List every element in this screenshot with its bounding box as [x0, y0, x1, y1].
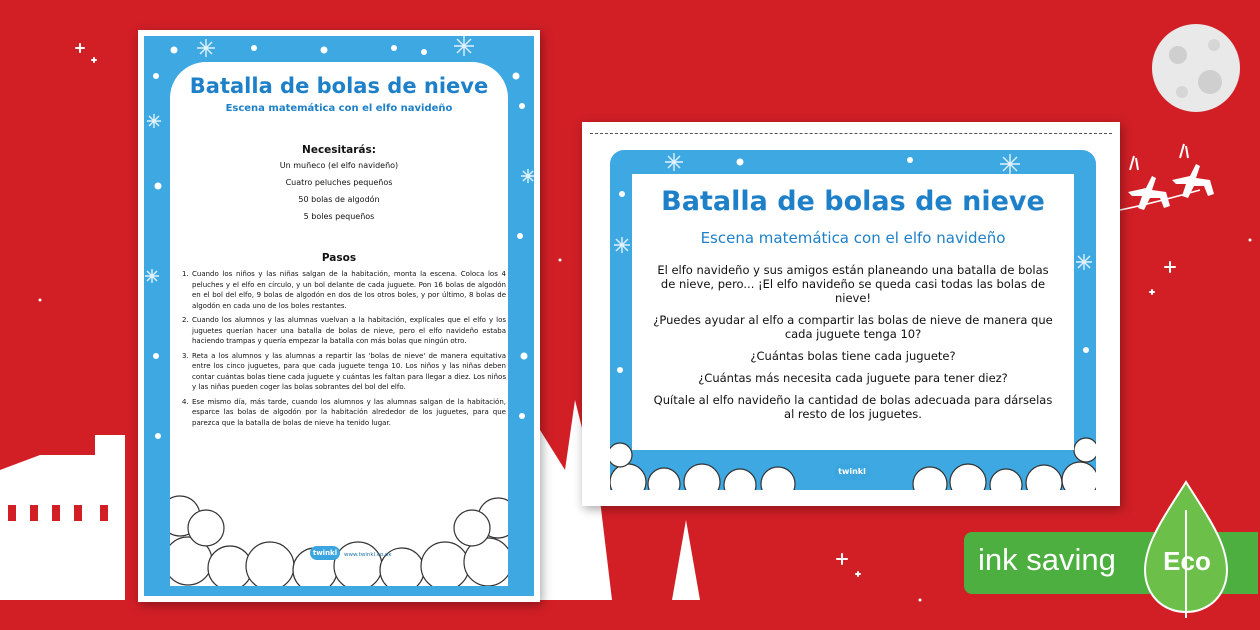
card-paragraph: Quítale al elfo navideño la cantidad de bolas adecuada para dárselas al resto de los juguetes. — [653, 393, 1053, 421]
step-item — [182, 315, 506, 347]
step-item — [182, 397, 506, 429]
step-number: 4. — [182, 397, 189, 406]
step-number: 2. — [182, 316, 189, 324]
step-text: Ese mismo día, más tarde, cuando los alumnos y las alumnas salgan de la habitación, esparce las bolas de algodón por la habitación alrededor de los juguetes, para que parezca que la batalla de bolas de nieve ha tenido lugar. — [192, 397, 506, 427]
card-subtitle: Escena matemática con el elfo navideño — [700, 229, 1006, 247]
list-item: 50 bolas de algodón — [298, 195, 380, 204]
twinkl-logo: twinkl — [310, 546, 340, 560]
step-text: Cuando los alumnos y las alumnas vuelvan a la habitación, explícales que el elfo y los juguetes querían hacer una batalla de bolas de nieve, pero el elfo navideño estaba haciendo trampas y quería empezar la batalla con más bolas que ningún otro. — [192, 316, 506, 345]
card-paragraph: ¿Cuántas más necesita cada juguete para tener diez? — [698, 371, 1008, 385]
steps-heading: Pasos — [321, 252, 357, 264]
website-url: www.twinkl.co.uk — [344, 552, 392, 558]
step-number: 1. — [182, 270, 189, 278]
card-border — [610, 150, 1096, 490]
moon-icon — [1152, 24, 1240, 112]
twinkl-logo: twinkl — [834, 464, 870, 480]
card-paragraph: ¿Puedes ayudar al elfo a compartir las bolas de nieve de manera que cada juguete tenga 10? — [653, 313, 1053, 341]
worksheet-title: Batalla de bolas de nieve — [189, 74, 489, 98]
activity-card — [582, 122, 1120, 506]
step-number: 3. — [182, 351, 189, 360]
card-text — [650, 263, 1056, 429]
worksheet-border — [144, 36, 534, 596]
cut-line — [590, 133, 1112, 134]
worksheet-subtitle: Escena matemática con el elfo navideño — [225, 103, 453, 114]
eco-label: Eco — [1163, 546, 1211, 576]
materials-heading: Necesitarás: — [302, 144, 376, 156]
step-text: Cuando los niños y las niñas salgan de la habitación, monta la escena. Coloca los 4 peluches y el elfo en círculo, y un bol delante de cada juguete. Pon 16 bolas de algodón en el bol del elfo, 9 bolas de algodón en dos de los otros boles, y por último, 8 bolas de algodón en cada uno de los boles restantes. — [192, 270, 506, 310]
step-item — [182, 269, 506, 311]
list-item: Cuatro peluches pequeños — [285, 178, 393, 187]
card-paragraph: ¿Cuántas bolas tiene cada juguete? — [750, 349, 956, 363]
list-item: Un muñeco (el elfo navideño) — [279, 161, 399, 170]
snowballs-decoration — [170, 436, 508, 586]
card-paragraph: El elfo navideño y sus amigos están planeando una batalla de bolas de nieve, pero... ¡El elfo navideño se queda casi todas las bolas de nieve! — [657, 263, 1049, 305]
ink-saving-label: ink saving — [978, 542, 1116, 577]
worksheet-page — [138, 30, 540, 602]
materials-list — [144, 162, 534, 230]
step-item — [182, 351, 506, 393]
step-text: Reta a los alumnos y las alumnas a repartir las 'bolas de nieve' de manera equitativa entre los cinco juguetes, para que cada juguete tenga 10. Los niños y las niñas deben contar cuántas bolas tiene cada juguete y cuántas les faltan para llegar a diez. Los niños y las niñas pueden coger las bolas sobrantes del bol del elfo. — [192, 351, 506, 391]
card-title: Batalla de bolas de nieve — [661, 186, 1045, 217]
steps-list — [182, 269, 506, 432]
list-item: 5 boles pequeños — [303, 212, 375, 221]
